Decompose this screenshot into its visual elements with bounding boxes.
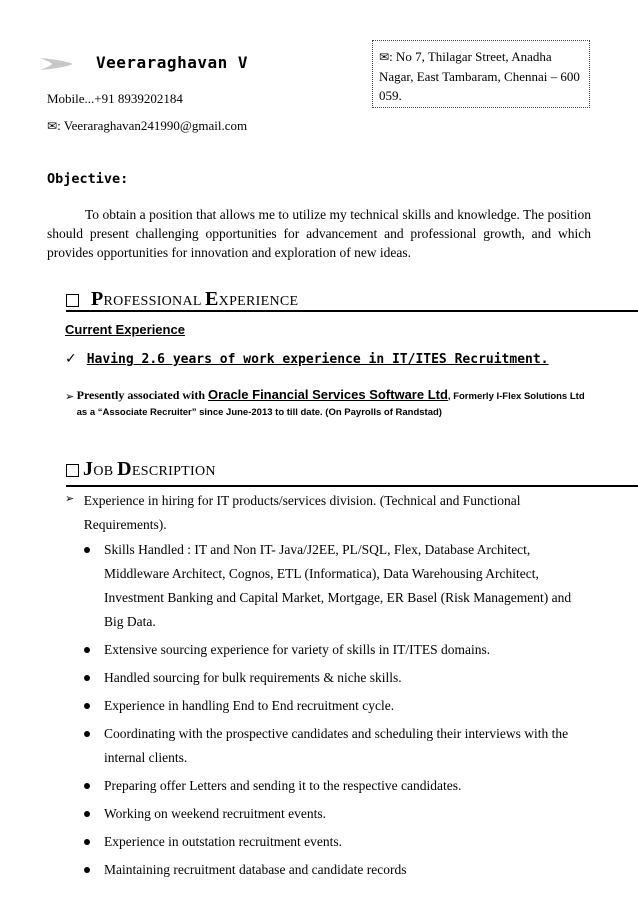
section-title: PROFESSIONAL EXPERIENCE	[91, 288, 299, 310]
mobile-number: Mobile...+91 8939202184	[47, 91, 183, 106]
list-item: Maintaining recruitment database and candidate records	[84, 858, 594, 882]
arrow-bullet-icon: ➢	[65, 492, 75, 505]
envelope-icon: ✉	[379, 50, 390, 64]
current-employer-item	[65, 387, 585, 420]
duties-list	[84, 538, 594, 886]
section-rule	[66, 485, 638, 487]
candidate-name: Veeraraghavan V	[96, 53, 248, 72]
current-employer-text: Presently associated with Oracle Financial Services Software Ltd, Formerly I-Flex Solutions Ltd as a “Associate Recruiter” since June-2013 to till date. (On Payrolls of Randstad)	[76, 387, 585, 418]
bullet-dot-icon	[84, 647, 90, 653]
current-experience-heading: Current Experience	[65, 322, 185, 337]
list-item: Coordinating with the prospective candidates and scheduling their interviews with the internal clients.	[84, 722, 594, 770]
checkbox-square-icon	[66, 294, 79, 307]
checkbox-square-icon	[66, 464, 79, 477]
company-name: Oracle Financial Services Software Ltd	[208, 387, 448, 402]
check-icon: ✓	[65, 351, 77, 367]
experience-highlight-text: Having 2.6 years of work experience in IT/ITES Recruitment.	[86, 352, 549, 367]
bullet-dot-icon	[84, 783, 90, 789]
experience-highlight	[65, 351, 549, 367]
list-item: Extensive sourcing experience for variety of skills in IT/ITES domains.	[84, 638, 594, 662]
email-line	[47, 118, 247, 134]
job-description-intro-text: Experience in hiring for IT products/services division. (Technical and Functional Requirements).	[83, 493, 521, 532]
list-item: Working on weekend recruitment events.	[84, 802, 594, 826]
address-box	[372, 40, 590, 108]
objective-text: To obtain a position that allows me to utilize my technical skills and knowledge. The position should present challenging opportunities for advancement and professional growth, and which provides opportunities for innovation and exploration of new ideas.	[47, 207, 591, 260]
list-item: Preparing offer Letters and sending it to the respective candidates.	[84, 774, 594, 798]
arrow-bullet-icon: ➢	[65, 390, 75, 403]
list-item: Experience in outstation recruitment events.	[84, 830, 594, 854]
section-title: JOB DESCRIPTION	[83, 458, 216, 480]
bullet-dot-icon	[84, 867, 90, 873]
list-item: Handled sourcing for bulk requirements & niche skills.	[84, 666, 594, 690]
list-item: Skills Handled : IT and Non IT- Java/J2EE, PL/SQL, Flex, Database Architect, Middleware Architect, Cognos, ETL (Informatica), Data Warehousing Architect, Investment Banking and Capital Market, Mortgage, ER Basel (Risk Management) and Big Data.	[84, 538, 594, 634]
bullet-dot-icon	[84, 731, 90, 737]
section-heading-job-description	[66, 458, 216, 481]
bullet-dot-icon	[84, 703, 90, 709]
job-description-intro	[65, 489, 575, 537]
list-item: Experience in handling End to End recruitment cycle.	[84, 694, 594, 718]
section-rule	[66, 310, 638, 312]
bullet-dot-icon	[84, 675, 90, 681]
logo-swoosh	[38, 56, 74, 72]
objective-heading: Objective:	[47, 171, 129, 187]
email-address: : Veeraraghavan241990@gmail.com	[57, 118, 248, 133]
address-text: : No 7, Thilagar Street, Anadha Nagar, East Tambaram, Chennai – 600 059.	[379, 49, 580, 103]
bullet-dot-icon	[84, 547, 90, 553]
bullet-dot-icon	[84, 811, 90, 817]
bullet-dot-icon	[84, 839, 90, 845]
envelope-icon: ✉	[47, 119, 58, 133]
section-heading-professional-experience	[66, 288, 298, 311]
